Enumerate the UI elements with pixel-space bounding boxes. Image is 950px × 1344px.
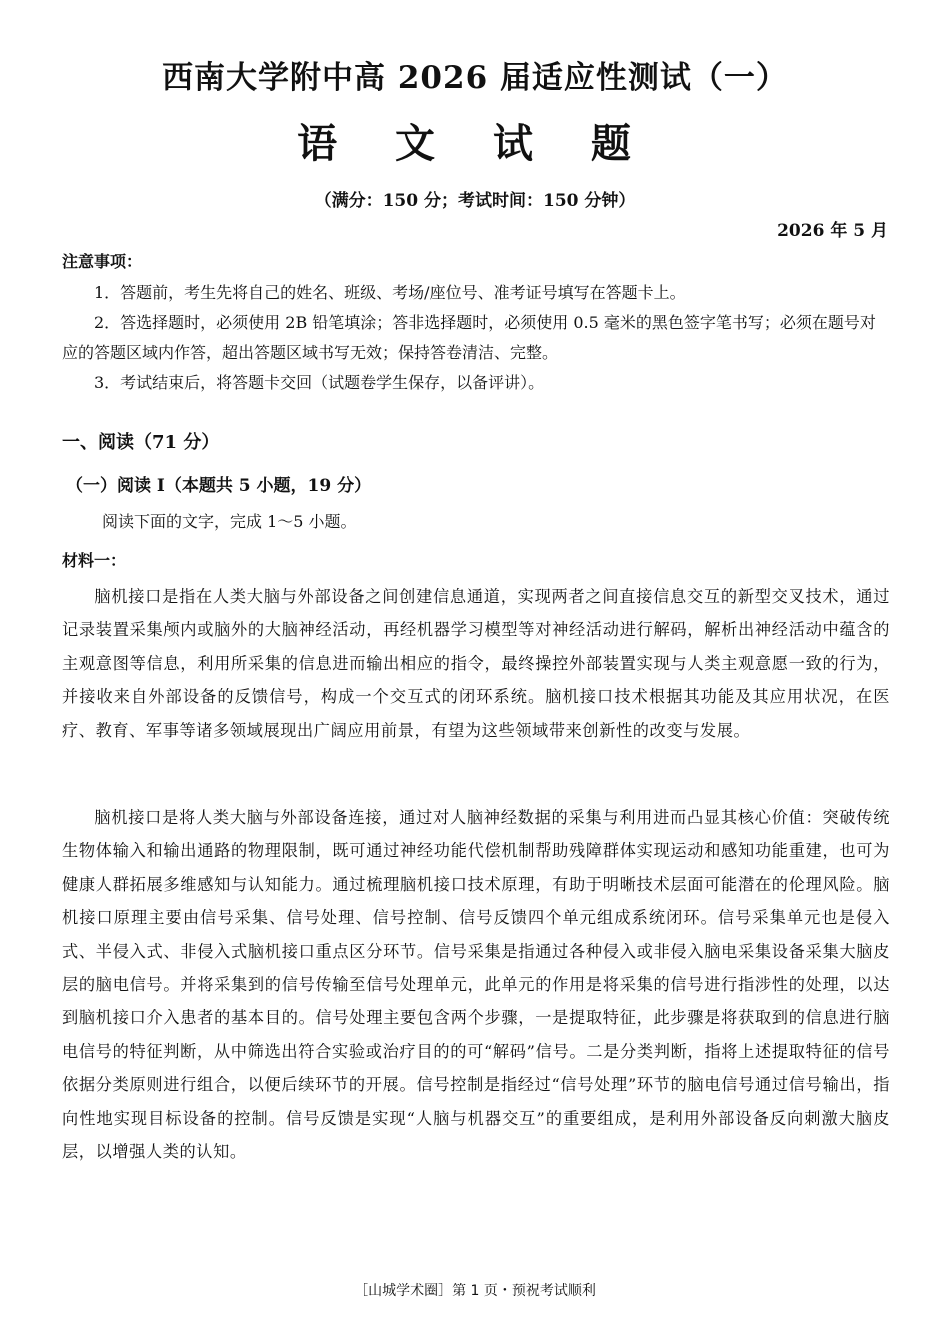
exam-date: 2026 年 5 月 (777, 221, 888, 241)
subsection-title: （一）阅读 I（本题共 5 小题，19 分） (66, 476, 372, 496)
page-footer: ［山城学术圈］第 1 页・预祝考试顺利 (354, 1283, 596, 1299)
exam-title: 西南大学附中高 2026 届适应性测试（一） (162, 60, 788, 96)
subject-title: 语 文 试 题 (297, 120, 653, 167)
reading-instruction: 阅读下面的文字，完成 1～5 小题。 (102, 512, 357, 531)
notice-heading: 注意事项： (62, 252, 143, 271)
material-label: 材料一： (62, 551, 127, 570)
section-title: 一、阅读（71 分） (62, 432, 220, 453)
score-time-note: （满分：150 分；考试时间：150 分钟） (314, 191, 636, 211)
material-paragraph-2: 脑机接口是将人类大脑与外部设备连接，通过对人脑神经数据的采集与利用进而凸显其核心价值：突破传统生物体输入和输出通路的物理限制，既可通过神经功能代偿机制帮助残障群体实现运动和感知功能重建，也可为健康人群拓展多维感知与认知能力。通过梳理脑机接口技术原理，有助于明晰技术层面可能潜在的伦理风险。脑机接口原理主要由信号采集、信号处理、信号控制、信号反馈四个单元组成系统闭环。信号采集单元也是侵入式、半侵入式、非侵入式脑机接口重点区分环节。信号采集是指通过各种侵入或非侵入脑电采集设备采集大脑皮层的脑电信号。并将采集到的信号传输至信号处理单元，此单元的作用是将采集的信号进行指涉性的处理，以达到脑机接口介入患者的基本目的。信号处理主要包含两个步骤，一是提取特征，此步骤是将获取到的信息进行脑电信号的特征判断，从中筛选出符合实验或治疗目的的可“解码”信号。二是分类判断，指将上述提取特征的信号依据分类原则进行组合，以便后续环节的开展。信号控制是指经过“信号处理”环节的脑电信号通过信号输出，指向性地实现目标设备的控制。信号反馈是实现“人脑与机器交互”的重要组成，是利用外部设备反向刺激大脑皮层，以增强人类的认知。 (62, 808, 890, 1162)
notice-item-1: 1．答题前，考生先将自己的姓名、班级、考场/座位号、准考证号填写在答题卡上。 (94, 283, 686, 302)
notice-item-3: 3．考试结束后，将答题卡交回（试题卷学生保存，以备评讲）。 (94, 373, 545, 392)
material-paragraph-1: 脑机接口是指在人类大脑与外部设备之间创建信息通道，实现两者之间直接信息交互的新型交叉技术，通过记录装置采集颅内或脑外的大脑神经活动，再经机器学习模型等对神经活动进行解码，解析出神经活动中蕴含的主观意图等信息，利用所采集的信息进而输出相应的指令，最终操控外部装置实现与人类主观意愿一致的行为，并接收来自外部设备的反馈信号，构成一个交互式的闭环系统。脑机接口技术根据其功能及其应用状况，在医疗、教育、军事等诸多领域展现出广阔应用前景，有望为这些领域带来创新性的改变与发展。 (62, 587, 890, 740)
notice-item-2: 2．答选择题时，必须使用 2B 铅笔填涂；答非选择题时，必须使用 0.5 毫米的黑色签字笔书写；必须在题号对应的答题区域内作答，超出答题区域书写无效；保持答卷清洁、完整。 (62, 313, 876, 362)
